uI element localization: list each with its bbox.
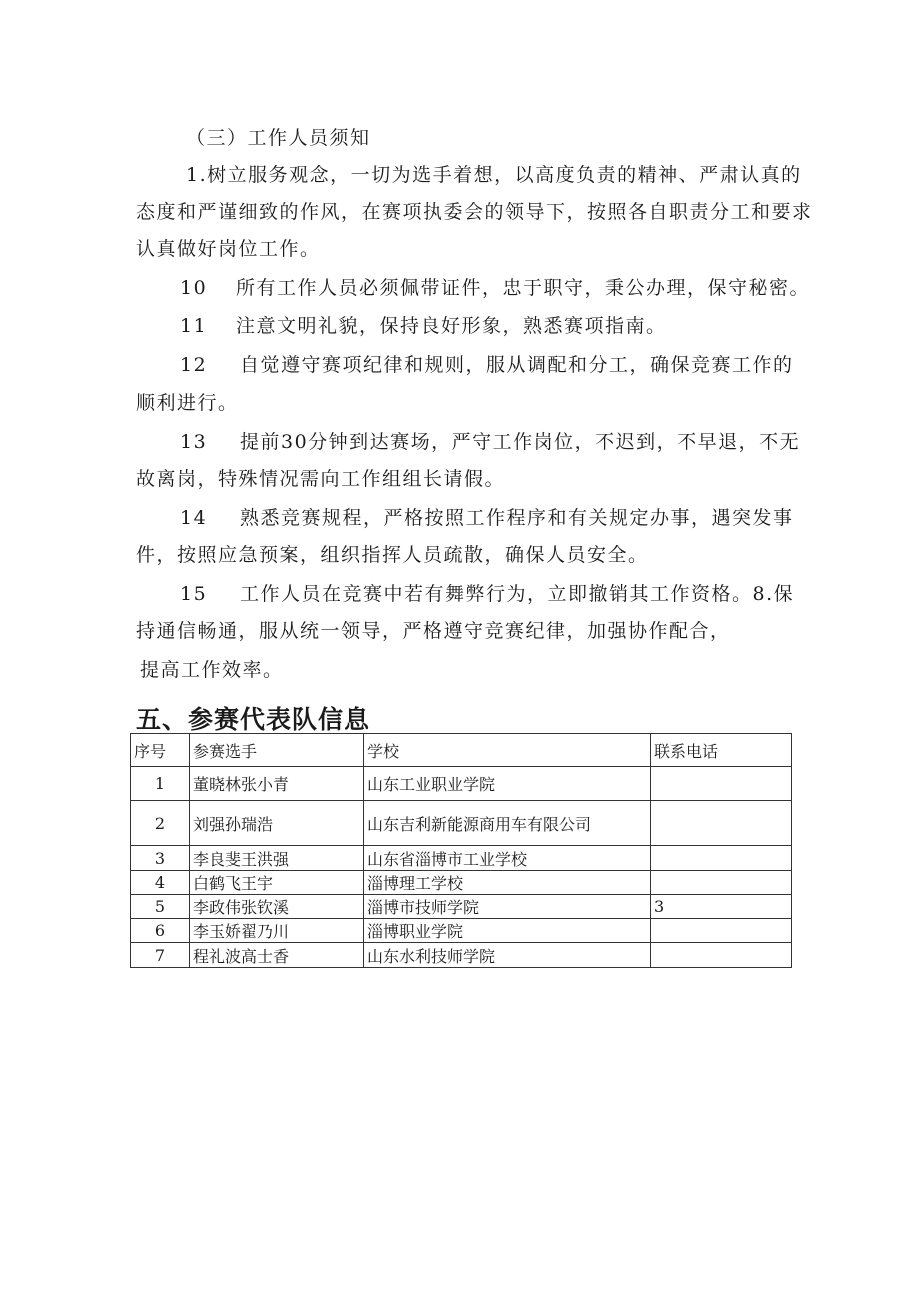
cell-school: 淄博市技师学院 (364, 895, 651, 919)
team-info-heading: 五、参赛代表队信息 (136, 705, 371, 734)
table-row (131, 895, 792, 919)
header-school: 学校 (364, 734, 651, 767)
item-12-line-2: 顺利进行。 (136, 392, 239, 414)
cell-phone (651, 767, 792, 801)
cell-index: 1 (131, 767, 190, 801)
item-text: 熟悉竞赛规程，严格按照工作程序和有关规定办事，遇突发事 (240, 507, 794, 529)
cell-index: 4 (131, 871, 190, 895)
item-number: 14 (180, 507, 208, 529)
item-14-line-2: 件，按照应急预案，组织指挥人员疏散，确保人员安全。 (136, 544, 649, 566)
item-1-line-3: 认真做好岗位工作。 (136, 238, 321, 260)
cell-school: 山东吉利新能源商用车有限公司 (364, 801, 651, 846)
table-row (131, 919, 792, 943)
item-1-line-2: 态度和严谨细致的作风，在赛项执委会的领导下，按照各自职责分工和要求 (136, 201, 813, 223)
item-text: 工作人员在竞赛中若有舞弊行为，立即撤销其工作资格。8.保 (240, 583, 795, 605)
table-row (131, 846, 792, 871)
cell-contestants: 李良斐王洪强 (190, 846, 364, 871)
cell-phone (651, 871, 792, 895)
cell-phone (651, 846, 792, 871)
item-10-line-1 (180, 273, 810, 300)
item-text: 自觉遵守赛项纪律和规则，服从调配和分工，确保竞赛工作的 (240, 354, 794, 376)
item-1-line-1 (186, 160, 802, 187)
item-11-line-1 (180, 311, 667, 338)
cell-contestants: 刘强孙瑞浩 (190, 801, 364, 846)
cell-phone: 3 (651, 895, 792, 919)
item-13-line-1 (180, 427, 800, 454)
item-12-line-1 (180, 350, 794, 377)
table-row (131, 943, 792, 968)
cell-index: 7 (131, 943, 190, 968)
item-15-line-2: 持通信畅通，服从统一领导，严格遵守竞赛纪律，加强协作配合， (136, 620, 731, 642)
table-row (131, 871, 792, 895)
item-15-line-1 (180, 579, 794, 606)
cell-contestants: 白鹤飞王宇 (190, 871, 364, 895)
cell-contestants: 李玉娇翟乃川 (190, 919, 364, 943)
item-number: 12 (180, 354, 208, 376)
table-row (131, 801, 792, 846)
cell-school: 淄博理工学校 (364, 871, 651, 895)
cell-index: 3 (131, 846, 190, 871)
item-text: 注意文明礼貌，保持良好形象，熟悉赛项指南。 (236, 315, 667, 337)
item-14-line-1 (180, 503, 794, 530)
cell-school: 山东省淄博市工业学校 (364, 846, 651, 871)
item-number: 10 (180, 277, 208, 299)
item-number: 1. (186, 164, 208, 186)
item-number: 13 (180, 431, 208, 453)
header-phone: 联系电话 (651, 734, 792, 767)
cell-school: 淄博职业学院 (364, 919, 651, 943)
cell-school: 山东工业职业学院 (364, 767, 651, 801)
cell-phone (651, 919, 792, 943)
cell-school: 山东水利技师学院 (364, 943, 651, 968)
item-number: 11 (180, 315, 208, 337)
item-text: 树立服务观念，一切为选手着想，以高度负责的精神、严肃认真的 (207, 164, 802, 186)
table-header-row (131, 734, 792, 767)
item-15-line-3: 提高工作效率。 (140, 659, 284, 681)
cell-index: 5 (131, 895, 190, 919)
item-text: 所有工作人员必须佩带证件，忠于职守，秉公办理，保守秘密。 (236, 277, 811, 299)
item-text: 提前30分钟到达赛场，严守工作岗位，不迟到，不早退，不无 (240, 431, 801, 453)
cell-contestants: 董晓林张小青 (190, 767, 364, 801)
cell-index: 2 (131, 801, 190, 846)
team-info-table (130, 733, 792, 968)
cell-contestants: 李政伟张钦溪 (190, 895, 364, 919)
item-13-line-2: 故离岗，特殊情况需向工作组组长请假。 (136, 468, 506, 490)
header-index: 序号 (131, 734, 190, 767)
cell-index: 6 (131, 919, 190, 943)
item-number: 15 (180, 583, 208, 605)
cell-phone (651, 801, 792, 846)
cell-contestants: 程礼波高士香 (190, 943, 364, 968)
cell-phone (651, 943, 792, 968)
header-contestants: 参赛选手 (190, 734, 364, 767)
section-title: （三）工作人员须知 (186, 127, 371, 149)
table-row (131, 767, 792, 801)
